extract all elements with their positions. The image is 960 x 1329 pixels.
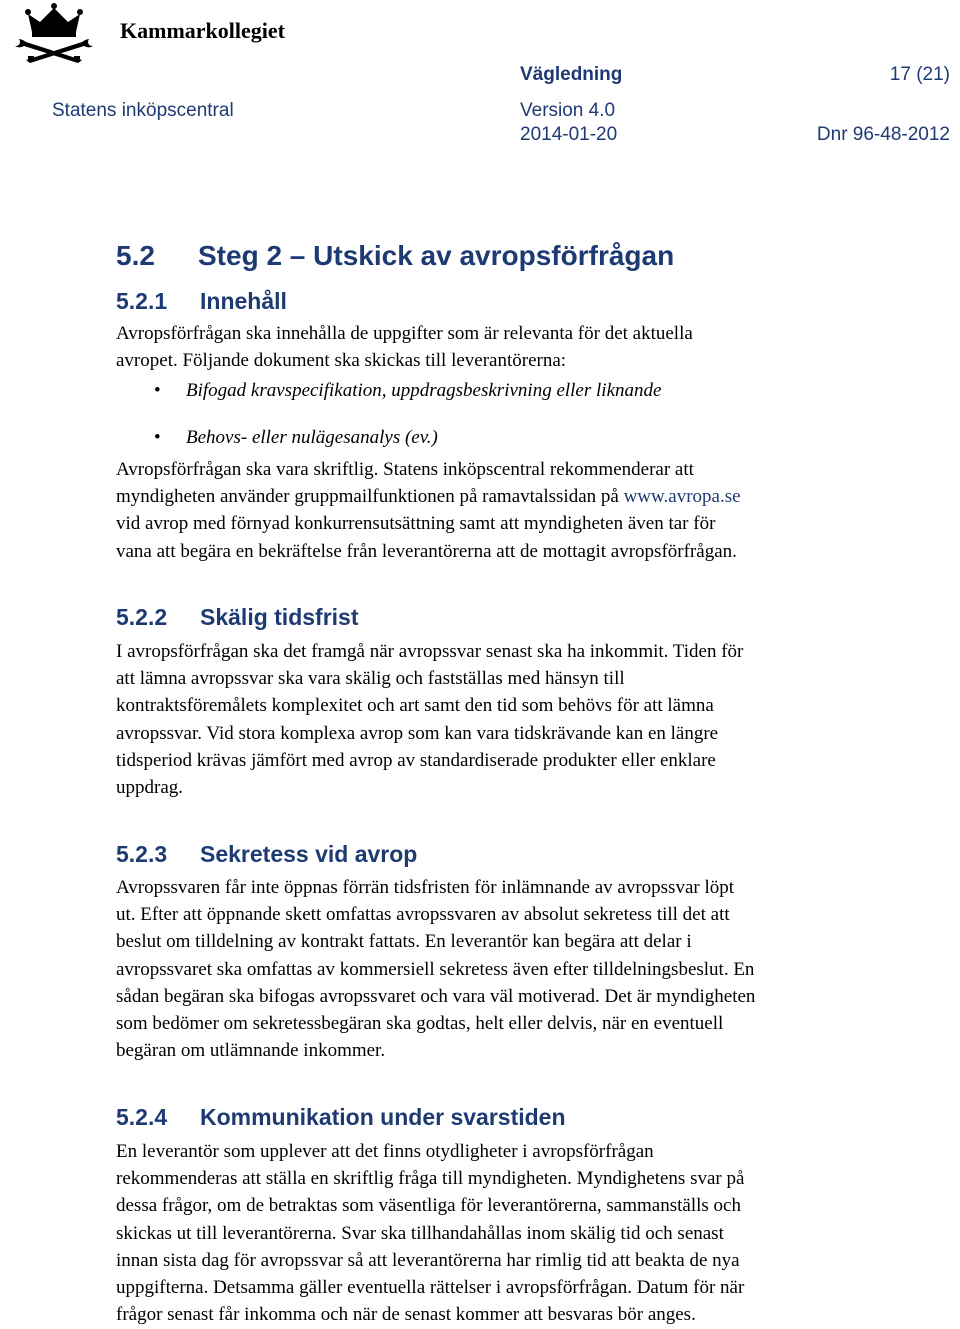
paragraph (116, 874, 916, 1064)
subsection-title: Kommunikation under svarstiden (200, 1104, 566, 1130)
text-line: begäran om utlämnande inkommer. (116, 1040, 386, 1062)
subsection-heading-4 (116, 1104, 566, 1131)
paragraph (116, 456, 916, 565)
text-line: kontraktsföremålets komplexitet och art samt den tid som behövs för att lämna (116, 695, 714, 717)
avropa-link[interactable]: www.avropa.se (623, 486, 741, 508)
list-item-text: Behovs- eller nulägesanalys (ev.) (186, 427, 438, 448)
text-line: uppgifterna. Detsamma gäller eventuella rättelser i avropsförfrågan. Datum för när (116, 1277, 745, 1299)
text-line: Avropsförfrågan ska vara skriftlig. Statens inköpscentral rekommenderar att (116, 459, 694, 480)
text-line: Avropsförfrågan ska innehålla de uppgifter som är relevanta för det aktuella (116, 323, 693, 344)
paragraph (116, 320, 916, 374)
text-line: sådan begäran ska bifogas avropssvaret och vara väl motiverad. Det är myndigheten (116, 985, 756, 1007)
crown-keys-logo (4, 2, 104, 64)
text-line: avropssvar. Vid stora komplexa avrop som kan vara tidskrävande kan en längre (116, 722, 719, 744)
subsection-number: 5.2.1 (116, 288, 168, 314)
text-line: innan sista dag för avropssvar så att leverantörerna har rimlig tid att beakta de nya (116, 1249, 740, 1271)
text-line (116, 483, 916, 510)
doc-type: Vägledning (520, 64, 623, 85)
list-item-text: Bifogad kravspecifikation, uppdragsbeskrivning eller liknande (186, 380, 662, 401)
text-line: beslut om tilldelning av kontrakt fattats. En leverantör kan begära att delar i (116, 931, 692, 953)
subsection-number: 5.2.3 (116, 841, 168, 867)
text-line: ut. Efter att öppnande skett omfattas avropssvaren av absolut sekretess till det att (116, 904, 730, 926)
date: 2014-01-20 (520, 124, 618, 145)
text-line: tidsperiod krävas jämfört med avrop av standardiserade produkter eller enklare (116, 749, 716, 771)
subsection-number: 5.2.2 (116, 604, 168, 630)
text-line: vana att begära en bekräftelse från leverantörerna att de mottagit avropsförfrågan. (116, 540, 737, 562)
text-line: som bedömer om sekretessbegäran ska godtas, helt eller delvis, när en eventuell (116, 1013, 724, 1035)
subsection-number: 5.2.4 (116, 1104, 168, 1130)
section-title: Steg 2 – Utskick av avropsförfrågan (198, 240, 675, 271)
text-line: att lämna avropssvar ska vara skälig och fastställas med hänsyn till (116, 668, 625, 690)
diary-number: Dnr 96-48-2012 (816, 124, 950, 145)
text-line: En leverantör som upplever att det finns otydligheter i avropsförfrågan (116, 1141, 654, 1162)
paragraph (116, 1138, 916, 1328)
text-line: dessa frågor, om de betraktas som väsentliga för leverantörerna, sammanställs och (116, 1195, 741, 1217)
version: Version 4.0 (520, 100, 616, 121)
text-line: Avropssvaren får inte öppnas förrän tidsfristen för inlämnande av avropssvar löpt (116, 877, 735, 898)
subsection-title: Skälig tidsfrist (200, 604, 359, 630)
text-line: rekommenderas att ställa en skriftlig fråga till myndigheten. Myndighetens svar på (116, 1168, 745, 1190)
text-line: vid avrop med förnyad konkurrensutsättning samt att myndigheten även tar för (116, 513, 716, 535)
subsection-heading-1 (116, 288, 287, 315)
text-line: avropssvaret ska omfattas av kommersiell sekretess även efter tilldelningsbeslut. En (116, 958, 755, 980)
subsection-title: Sekretess vid avrop (200, 841, 418, 867)
subsection-heading-2 (116, 604, 358, 631)
text-line: frågor senast får inkomma och när de senast kommer att besvaras bör anges. (116, 1304, 696, 1326)
text-line: avropet. Följande dokument ska skickas till leverantörerna: (116, 350, 567, 372)
bullet-icon: • (154, 380, 161, 401)
org-name: Kammarkollegiet (120, 18, 285, 43)
list-item (116, 377, 916, 424)
section-number: 5.2 (116, 240, 155, 271)
subsection-title: Innehåll (200, 288, 287, 314)
page-number: 17 (21) (889, 64, 950, 85)
text-span: myndigheten använder gruppmailfunktionen på ramavtalssidan på (116, 486, 624, 508)
text-line: skickas ut till leverantörerna. Svar ska tillhandahållas inom skälig tid och senast (116, 1222, 724, 1244)
text-line: I avropsförfrågan ska det framgå när avropssvar senast ska ha inkommit. Tiden för (116, 641, 744, 662)
text-line: uppdrag. (116, 777, 184, 799)
bullet-icon: • (154, 427, 161, 448)
subsection-heading-3 (116, 841, 417, 868)
section-heading (116, 240, 674, 272)
department: Statens inköpscentral (52, 100, 234, 121)
paragraph (116, 638, 916, 801)
